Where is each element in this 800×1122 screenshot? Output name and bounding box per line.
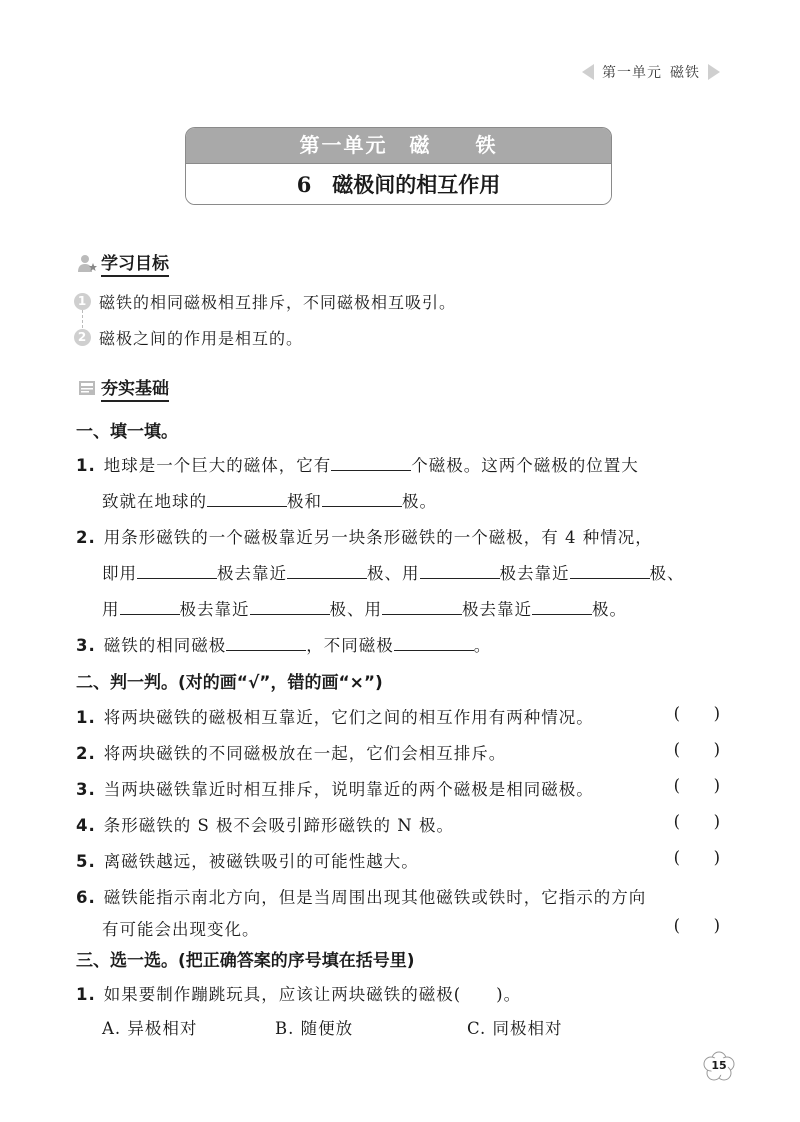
question-line: 致就在地球的 极和 极。 bbox=[102, 488, 437, 512]
option-c[interactable]: C. 同极相对 bbox=[467, 1019, 563, 1038]
judge-item: 3. 当两块磁铁靠近时相互排斥，说明靠近的两个磁极是相同磁极。 bbox=[76, 780, 594, 799]
part3-heading: 三、选一选。(把正确答案的序号填在括号里) bbox=[76, 951, 415, 971]
book-icon bbox=[77, 378, 97, 398]
answer-parentheses[interactable]: ( ) bbox=[673, 776, 720, 795]
answer-blank[interactable] bbox=[207, 488, 287, 507]
option-b[interactable]: B. 随便放 bbox=[275, 1019, 354, 1038]
judge-item: 5. 离磁铁越远，被磁铁吸引的可能性越大。 bbox=[76, 852, 419, 871]
triangle-left-icon bbox=[582, 64, 594, 80]
answer-blank[interactable] bbox=[420, 560, 500, 579]
answer-parentheses[interactable]: ( ) bbox=[673, 812, 720, 831]
answer-blank[interactable] bbox=[287, 560, 367, 579]
objectives-heading: 学习目标 bbox=[77, 249, 169, 277]
judge-item: 4. 条形磁铁的 S 极不会吸引蹄形磁铁的 N 极。 bbox=[76, 816, 454, 835]
running-header bbox=[582, 62, 720, 82]
number-circle: 2 bbox=[74, 329, 91, 346]
answer-parentheses[interactable]: ( ) bbox=[673, 848, 720, 867]
header-unit: 第一单元 bbox=[602, 65, 662, 81]
judge-item: 2. 将两块磁铁的不同磁极放在一起，它们会相互排斥。 bbox=[76, 744, 507, 763]
objective-item bbox=[74, 290, 456, 313]
question-line: 2. 用条形磁铁的一个磁极靠近另一块条形磁铁的一个磁极，有 4 种情况， bbox=[76, 528, 653, 547]
part1-heading: 一、填一填。 bbox=[76, 422, 178, 442]
judge-item-continued: 有可能会出现变化。 bbox=[102, 920, 260, 939]
answer-blank[interactable] bbox=[250, 596, 330, 615]
answer-parentheses[interactable]: ( ) bbox=[673, 704, 720, 723]
question-line: 用 极去靠近 极、用 极去靠近 极。 bbox=[102, 596, 627, 620]
objective-item bbox=[74, 326, 303, 349]
choice-question: 1. 如果要制作蹦跳玩具，应该让两块磁铁的磁极( )。 bbox=[76, 985, 522, 1004]
answer-blank[interactable] bbox=[382, 596, 462, 615]
option-a[interactable]: A. 异极相对 bbox=[102, 1019, 198, 1038]
question-line: 1. 地球是一个巨大的磁体，它有 个磁极。这两个磁极的位置大 bbox=[76, 452, 639, 476]
student-icon bbox=[77, 253, 97, 273]
answer-blank[interactable] bbox=[120, 596, 180, 615]
objective-text: 磁极之间的作用是相互的。 bbox=[99, 329, 304, 348]
triangle-right-icon bbox=[708, 64, 720, 80]
question-line: 即用 极去靠近 极、用 极去靠近 极、 bbox=[102, 560, 685, 584]
answer-parentheses[interactable]: ( ) bbox=[673, 740, 720, 759]
answer-blank[interactable] bbox=[322, 488, 402, 507]
judge-item: 6. 磁铁能指示南北方向，但是当周围出现其他磁铁或铁时，它指示的方向 bbox=[76, 888, 647, 907]
objective-text: 磁铁的相同磁极相互排斥，不同磁极相互吸引。 bbox=[99, 293, 457, 312]
answer-blank[interactable] bbox=[137, 560, 217, 579]
lesson-title: 6 磁极间的相互作用 bbox=[186, 163, 611, 205]
answer-blank[interactable] bbox=[532, 596, 592, 615]
title-box bbox=[185, 127, 612, 205]
part2-heading: 二、判一判。(对的画“√”，错的画“×”) bbox=[76, 673, 383, 693]
answer-blank[interactable] bbox=[394, 632, 474, 651]
unit-title: 第一单元 磁 铁 bbox=[186, 128, 611, 163]
question-line: 3. 磁铁的相同磁极 ，不同磁极 。 bbox=[76, 632, 491, 656]
answer-blank[interactable] bbox=[570, 560, 650, 579]
number-circle: 1 bbox=[74, 293, 91, 310]
foundation-heading: 夯实基础 bbox=[77, 374, 169, 402]
answer-blank[interactable] bbox=[226, 632, 306, 651]
answer-blank[interactable] bbox=[331, 452, 411, 471]
page-number: 15 bbox=[702, 1050, 736, 1082]
header-topic: 磁铁 bbox=[670, 65, 700, 81]
judge-item: 1. 将两块磁铁的磁极相互靠近，它们之间的相互作用有两种情况。 bbox=[76, 708, 594, 727]
answer-parentheses[interactable]: ( ) bbox=[673, 916, 720, 935]
